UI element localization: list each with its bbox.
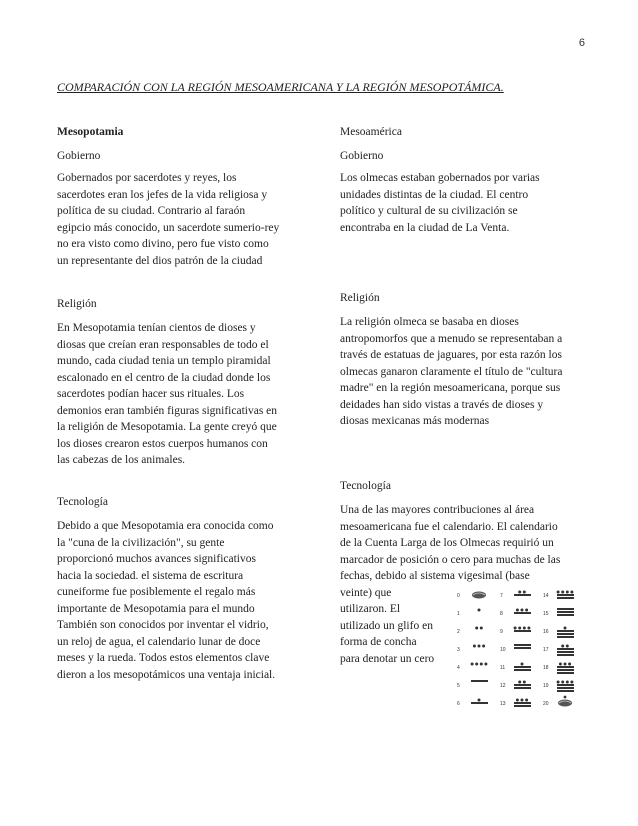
glyph-numeral-17 — [543, 645, 574, 657]
mesopotamia-tecnologia-label: Tecnología — [57, 496, 108, 508]
svg-text:16: 16 — [543, 629, 549, 635]
glyph-numeral-15 — [543, 608, 574, 617]
glyph-numeral-8 — [500, 609, 531, 618]
mesoamerica-gobierno-text: Los olmecas estaban gobernados por varias unidades distintas de la ciudad. El centro político y cultural de su civilización se encontraba en la ciudad de La Venta. — [340, 172, 540, 234]
svg-text:17: 17 — [543, 647, 549, 653]
svg-text:20: 20 — [543, 701, 549, 707]
glyph-numeral-5 — [457, 680, 488, 689]
svg-text:1: 1 — [457, 611, 460, 617]
mesopotamia-religion-text: En Mesopotamia tenían cientos de dioses y diosas que creían eran responsables de todo el mundo, cada ciudad tenia un templo piramidal escalonado en el centro de la ciudad donde los sacerdotes podían hacer sus rituales. Los demonios eran también figuras significativas en la religión de Mesopotamia. La gente creyó que los dioses crearon estos cuerpos humanos con las cabezas de los animales. — [57, 322, 278, 466]
mesoamerica-tecnologia-text: Una de las mayores contribuciones al área mesoamericana fue el calendario. El calendario de la Cuenta Larga de los Olmecas requirió un marcador de posición o cero para muchas de las fechas, debido al sistema vigesimal (base veinte) que utilizaron. El utilizado un glifo en forma de concha para denotar un cero — [340, 504, 561, 665]
page-number: 6 — [578, 37, 585, 49]
glyph-numeral-11 — [500, 663, 531, 672]
glyph-numeral-18 — [543, 663, 574, 675]
svg-text:18: 18 — [543, 665, 549, 671]
document-title: COMPARACIÓN CON LA REGIÓN MESOAMERICANA Y LA REGIÓN MESOPOTÁMICA. — [57, 80, 504, 94]
mesoamerica-religion-label: Religión — [340, 292, 380, 304]
glyph-numeral-6 — [457, 699, 488, 708]
mesopotamia-religion-label: Religión — [57, 298, 97, 310]
mesopotamia-gobierno-label: Gobierno — [57, 150, 101, 162]
glyph-numeral-7 — [500, 591, 531, 600]
svg-text:14: 14 — [543, 593, 549, 599]
mesopotamia-tecnologia-text: Debido a que Mesopotamia era conocida como la "cuna de la civilización", su gente proporcionó muchos avances significativos hacia la sociedad. el sistema de escritura cuneiforme fue posiblemente el regalo más importante de Mesopotamia para el mundo También son conocidos por inventar el vidrio, un reloj de agua, el calendario lunar de doce meses y la rueda. Todos estos elementos clave dieron a los mesopotámicos una ventaja inicial. — [57, 520, 276, 681]
mesoamerica-religion-text: La religión olmeca se basaba en dioses antropomorfos que a menudo se representaban a través de estatuas de jaguares, por esta razón los olmecas ganaron claramente el título de "cultura madre" en la región mesoamericana, porque sus deidades han sido vistas a través de dioses y diosas mexicanas más modernas — [340, 316, 563, 427]
mesoamerica-gobierno-label: Gobierno — [340, 150, 384, 162]
svg-text:2: 2 — [457, 629, 460, 635]
glyph-numeral-13 — [500, 699, 531, 708]
svg-text:5: 5 — [457, 683, 460, 689]
glyph-numeral-20 — [543, 696, 572, 707]
svg-text:11: 11 — [500, 665, 506, 671]
svg-text:7: 7 — [500, 593, 503, 599]
glyph-numeral-0 — [457, 592, 486, 600]
svg-text:15: 15 — [543, 611, 549, 617]
glyph-numeral-14 — [543, 591, 574, 600]
glyph-numeral-2 — [457, 627, 483, 636]
mesopotamia-heading: Mesopotamia — [57, 126, 124, 138]
mesopotamia-gobierno-text: Gobernados por sacerdotes y reyes, los sacerdotes eran los jefes de la vida religiosa y política de su ciudad. Contrario al faraón egipcio más conocido, un sacerdote sumerio-rey no era visto como divino, pero fue visto como un representante del dios patrón de la ciudad — [57, 172, 280, 267]
svg-text:0: 0 — [457, 593, 460, 599]
svg-text:4: 4 — [457, 665, 460, 671]
glyph-numeral-9 — [500, 627, 531, 636]
glyph-numeral-12 — [500, 681, 531, 690]
svg-text:6: 6 — [457, 701, 460, 707]
svg-text:12: 12 — [500, 683, 506, 689]
glyph-numeral-10 — [500, 644, 531, 653]
svg-text:13: 13 — [500, 701, 506, 707]
glyph-numeral-16 — [543, 627, 574, 639]
glyph-numeral-1 — [457, 609, 481, 618]
svg-text:8: 8 — [500, 611, 503, 617]
svg-text:3: 3 — [457, 647, 460, 653]
mesoamerica-tecnologia-label: Tecnología — [340, 480, 391, 492]
glyph-numeral-4 — [457, 663, 487, 672]
maya-numeral-glyph-table — [455, 586, 585, 714]
glyph-numeral-3 — [457, 645, 485, 654]
svg-text:19: 19 — [543, 683, 549, 689]
svg-text:10: 10 — [500, 647, 506, 653]
mesoamerica-heading: Mesoamérica — [340, 126, 402, 138]
svg-text:9: 9 — [500, 629, 503, 635]
glyph-numeral-19 — [543, 681, 574, 693]
